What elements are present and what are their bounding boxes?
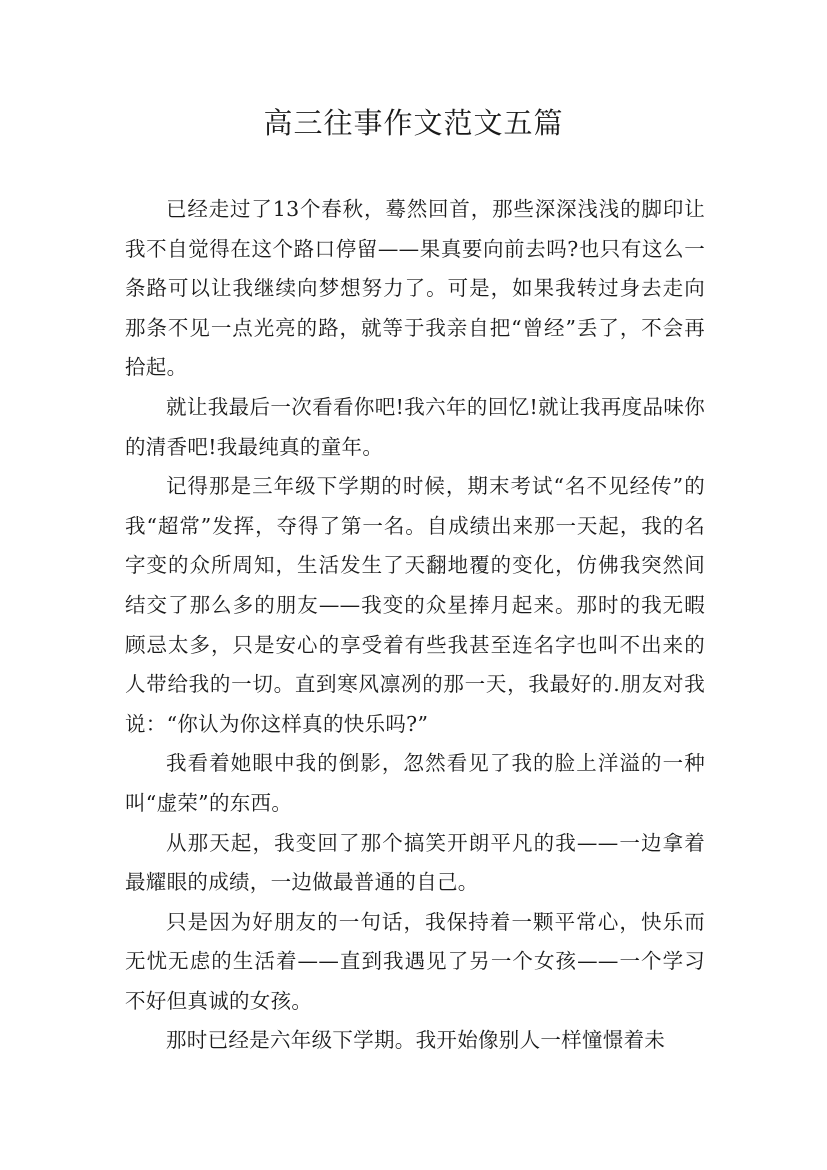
document-body — [125, 190, 705, 1061]
paragraph: 我看着她眼中我的倒影，忽然看见了我的脸上洋溢的一种叫“虚荣”的东西。 — [125, 751, 705, 815]
paragraph: 就让我最后一次看看你吧!我六年的回忆!就让我再度品味你的清香吧!我最纯真的童年。 — [125, 394, 705, 459]
paragraph: 记得那是三年级下学期的时候，期末考试“名不见经传”的我“超常”发挥，夺得了第一名。自成绩出来那一天起，我的名字变的众所周知，生活发生了天翻地覆的变化，仿佛我突然间结交了那么多的朋友——我变的众星捧月起来。那时的我无暇顾忌太多，只是安心的享受着有些我甚至连名字也叫不出来的人带给我的一切。直到寒风凛冽的那一天，我最好的.朋友对我说：“你认为你这样真的快乐吗?” — [125, 474, 705, 736]
paragraph: 只是因为好朋友的一句话，我保持着一颗平常心，快乐而无忧无虑的生活着——直到我遇见了另一个女孩——一个学习不好但真诚的女孩。 — [125, 909, 705, 1013]
paragraph: 从那天起，我变回了那个搞笑开朗平凡的我——一边拿着最耀眼的成绩，一边做最普通的自己。 — [125, 830, 705, 895]
document-title: 高三往事作文范文五篇 — [263, 106, 564, 140]
paragraph: 已经走过了13个春秋，蓦然回首，那些深深浅浅的脚印让我不自觉得在这个路口停留——果真要向前去吗?也只有这么一条路可以让我继续向梦想努力了。可是，如果我转过身去走向那条不见一点光亮的路，就等于我亲自把“曾经”丢了，不会再拾起。 — [125, 197, 705, 380]
paragraph: 那时已经是六年级下学期。我开始像别人一样憧憬着未 — [166, 1028, 666, 1053]
